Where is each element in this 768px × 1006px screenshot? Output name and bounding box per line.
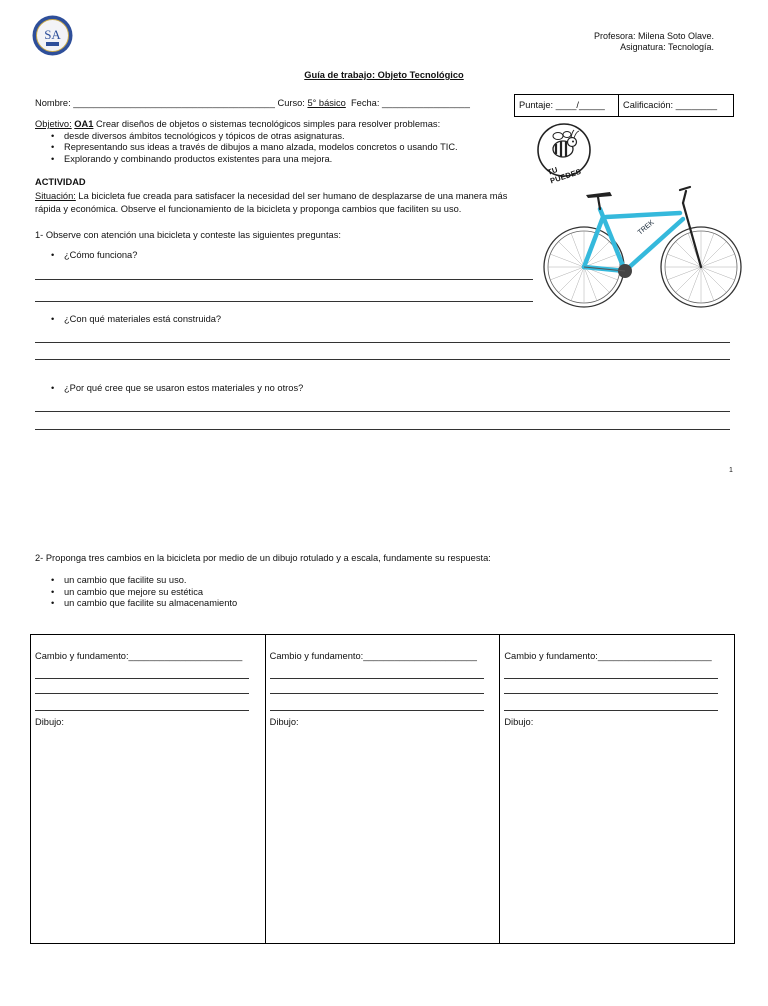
question-2-list xyxy=(51,575,237,610)
answer-line[interactable] xyxy=(270,678,484,679)
list-item: • un cambio que facilite su uso. xyxy=(51,575,237,587)
answer-grid xyxy=(30,634,735,944)
drawing-label: Dibujo: xyxy=(504,717,534,727)
page-number: 1 xyxy=(729,467,733,474)
course-label: Curso: xyxy=(274,98,308,108)
cambio-label: Cambio y fundamento:______________________ xyxy=(35,651,243,661)
list-item: • desde diversos ámbitos tecnológicos y tópicos de otras asignaturas. xyxy=(51,131,505,143)
score-box xyxy=(514,94,734,117)
school-crest-icon xyxy=(32,15,73,56)
situation-label: Situación: xyxy=(35,191,76,201)
answer-cell-2[interactable] xyxy=(266,635,501,943)
question-1a xyxy=(51,250,137,262)
drawing-label: Dibujo: xyxy=(35,717,64,727)
bee-badge-icon xyxy=(536,122,592,186)
answer-line[interactable] xyxy=(35,342,730,343)
subject-name: Asignatura: Tecnología. xyxy=(620,42,714,52)
answer-line[interactable] xyxy=(35,411,730,412)
sub-question: • ¿Cómo funciona? xyxy=(51,250,137,262)
teacher-info xyxy=(594,31,714,53)
svg-text:SA: SA xyxy=(44,27,61,42)
badge-text: TU PUEDES xyxy=(546,165,583,186)
answer-line[interactable] xyxy=(35,301,533,302)
date-field[interactable]: _________________ xyxy=(381,98,470,108)
answer-line[interactable] xyxy=(270,693,484,694)
answer-line[interactable] xyxy=(504,710,718,711)
objective-section xyxy=(35,119,505,165)
question-1-prompt: 1- Observe con atención una bicicleta y conteste las siguientes preguntas: xyxy=(35,230,341,240)
answer-line[interactable] xyxy=(504,678,718,679)
question-1c xyxy=(51,383,303,395)
bicycle-icon xyxy=(540,183,746,317)
score-field[interactable]: Puntaje: ____/_____ xyxy=(515,95,619,116)
grade-field[interactable]: Calificación: ________ xyxy=(623,100,718,110)
answer-line[interactable] xyxy=(35,710,249,711)
answer-cell-1[interactable] xyxy=(31,635,266,943)
answer-line[interactable] xyxy=(35,359,730,360)
teacher-name: Profesora: Milena Soto Olave. xyxy=(593,31,714,41)
answer-line[interactable] xyxy=(35,429,730,430)
answer-line[interactable] xyxy=(35,678,249,679)
answer-line[interactable] xyxy=(270,710,484,711)
page-title: Guía de trabajo: Objeto Tecnológico xyxy=(304,70,464,80)
situation-text: La bicicleta fue creada para satisfacer la necesidad del ser humano de desplazarse de una manera más rápida y económica. Observe el funcionamiento de la bicicleta y proponga cambios que faciliten su uso. xyxy=(35,191,508,214)
list-item: • un cambio que mejore su estética xyxy=(51,587,237,599)
name-field[interactable]: _______________________________________ xyxy=(73,98,275,108)
sub-question: • ¿Por qué cree que se usaron estos materiales y no otros? xyxy=(51,383,303,395)
question-1b xyxy=(51,314,221,326)
objective-list xyxy=(35,131,505,166)
objective-label: Objetivo: xyxy=(35,119,72,129)
cambio-label: Cambio y fundamento:______________________ xyxy=(504,651,712,661)
list-item: • Explorando y combinando productos existentes para una mejora. xyxy=(51,154,505,166)
name-label: Nombre: xyxy=(35,98,74,108)
objective-text: Crear diseños de objetos o sistemas tecnológicos simples para resolver problemas: xyxy=(93,119,441,129)
list-item: • Representando sus ideas a través de dibujos a mano alzada, modelos concretos o usando TIC. xyxy=(51,142,505,154)
question-2-prompt: 2- Proponga tres cambios en la bicicleta por medio de un dibujo rotulado y a escala, fundamente su respuesta: xyxy=(35,553,491,563)
situation-paragraph xyxy=(35,190,535,216)
answer-line[interactable] xyxy=(35,279,533,280)
course-value: 5° básico xyxy=(307,98,346,108)
answer-line[interactable] xyxy=(504,693,718,694)
activity-heading: ACTIVIDAD xyxy=(35,177,86,187)
svg-text:TREK: TREK xyxy=(636,219,656,237)
answer-line[interactable] xyxy=(35,693,249,694)
student-info-line xyxy=(35,98,470,110)
list-item: • un cambio que facilite su almacenamiento xyxy=(51,598,237,610)
drawing-label: Dibujo: xyxy=(269,717,299,727)
date-label: Fecha: xyxy=(345,98,382,108)
answer-cell-3[interactable] xyxy=(500,635,734,943)
cambio-label: Cambio y fundamento:______________________ xyxy=(269,651,477,661)
objective-code: OA1 xyxy=(74,119,94,129)
sub-question: • ¿Con qué materiales está construida? xyxy=(51,314,221,326)
